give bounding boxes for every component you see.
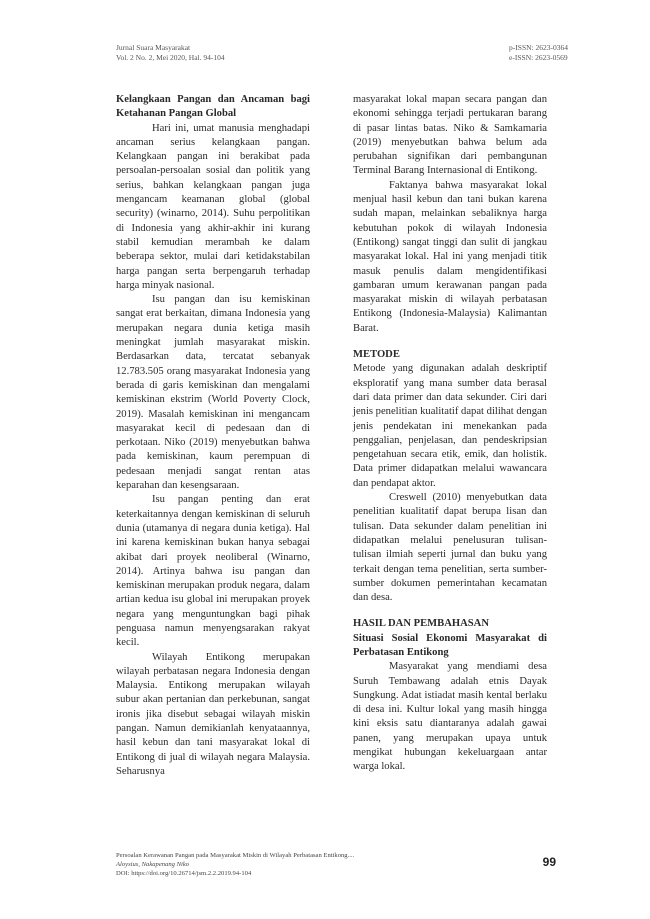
journal-volume: Vol. 2 No. 2, Mei 2020, Hal. 94-104 xyxy=(116,53,225,62)
paragraph: Wilayah Entikong merupakan wilayah perbatasan negara Indonesia dengan Malaysia. Entikong merupakan wilayah subur akan pertanian dan perkebunan, sangat ironis jika disebut sebagai wilayah miskin pangan. Namun demikianlah kenyataannya, hasil kebun dan tani masyarakat lokal di Entikong di jual di wilayah negara Malaysia. Seharusnya xyxy=(116,651,310,777)
paragraph: masyarakat lokal mapan secara pangan dan ekonomi sehingga terjadi pertukaran barang di pasar lintas batas. Niko & Samkamaria (2019) menyebutkan bahwa belum ada perubahan signifikan dari pembangunan Terminal Barang Internasional di Entikong. xyxy=(353,94,547,177)
section-heading-metode: METODE xyxy=(353,349,400,361)
journal-header-left xyxy=(116,43,225,63)
journal-name: Jurnal Suara Masyarakat xyxy=(116,43,191,52)
paragraph: Faktanya bahwa masyarakat lokal menjual hasil kebun dan tani bukan karena sudah mapan, melainkan sebaliknya harga kebutuhan pokok di wilayah Indonesia (Entikong) sangat tinggi dan sulit di jangkau masyarakat lokal. Hal ini yang menjadi titik masuk penulis dalam mengidentifikasi gambaran umum kerawanan pangan pada masyarakat miskin di wilayah perbatasan Entikong (Indonesia-Malaysia) Kalimantan Barat. xyxy=(353,179,547,334)
paragraph: Masyarakat yang mendiami desa Suruh Tembawang adalah etnis Dayak Sungkung. Adat istiadat masih kental berlaku di desa ini. Kultur lokal yang masih hingga kini eksis satu diantaranya adalah gawai panen, yang merupakan upaya untuk mengikat hubungan kekeluargaan antar warga lokal. xyxy=(353,661,547,773)
footer-article-title: Persoalan Kerawanan Pangan pada Masyarakat Miskin di Wilayah Perbatasan Entikong.... xyxy=(116,852,355,859)
eissn: e-ISSN: 2623-0569 xyxy=(509,53,568,62)
paragraph: Creswell (2010) menyebutkan data penelitian kualitatif dapat berupa lisan dan tulisan. Data sekunder dalam penelitian ini didapatkan melalui penelusuran tulisan-tulisan ilmiah seperti jurnal dan buku yang terkait dengan tema penelitian, serta sumber-sumber dokumen pemerintahan kecamatan dan desa. xyxy=(353,492,547,604)
footer-authors: Aloysius, Nakapenang Niko xyxy=(116,861,190,868)
right-column xyxy=(353,93,547,775)
footer-doi[interactable]: DOI: https://doi.org/10.26714/jsm.2.2.2019.94-104 xyxy=(116,870,252,877)
page-number: 99 xyxy=(542,855,556,869)
subsection-heading-situasi: Situasi Sosial Ekonomi Masyarakat di Perbatasan Entikong xyxy=(353,632,547,658)
paragraph: Isu pangan dan isu kemiskinan sangat erat berkaitan, dimana Indonesia yang merupakan negara dunia ketiga masih meningkat jumlah masyarakat miskin. Berdasarkan data, tercatat sebanyak 12.783.505 orang masyarakat Indonesia yang berada di garis kemiskinan dan mengalami kemiskinan ekstrim (World Poverty Clock, 2019). Masalah kemiskinan ini mengancam masyarakat kecil di pedesaan dan di perkotaan. Niko (2019) menyebutkan bahwa pada kemiskinan, kaum perempuan di pedesaan menjadi sangat rentan atas keparahan dan kesengsaraan. xyxy=(116,294,310,492)
paragraph: Isu pangan penting dan erat keterkaitannya dengan kemiskinan di seluruh dunia (utamanya di negara dunia ketiga). Hal ini karena kemiskinan bukan hanya sebagai akibat dari proyek neoliberal (Winarno, 2014). Artinya bahwa isu pangan dan kemiskinan merupakan produk negara, dalam artian kedua isu global ini merupakan proyek negara yang menguntungkan bagi pihak penguasa namun menyengsarakan rakyat kecil. xyxy=(116,494,310,649)
page-footer xyxy=(116,851,556,878)
left-column xyxy=(116,93,310,779)
section-heading-hasil: HASIL DAN PEMBAHASAN xyxy=(353,618,489,630)
section-heading-kelangkaan: Kelangkaan Pangan dan Ancaman bagi Ketahanan Pangan Global xyxy=(116,94,310,120)
paragraph: Metode yang digunakan adalah deskriptif eksploratif yang mana sumber data berasal dari data primer dan data sekunder. Ciri dari jenis penelitian kualitatif dapat dilihat dengan jenis pendekatan ini menekankan pada penggalian, penjelasan, dan pendeskripsian pengetahuan secara etik, emik, dan holistik. Data primer didapatkan melalui wawancara dan pendapat aktor. xyxy=(353,363,547,489)
paragraph: Hari ini, umat manusia menghadapi ancaman serius kelangkaan pangan. Kelangkaan pangan ini berakibat pada persoalan-persoalan sosial dan politik yang serius, bahkan kelangkaan pangan juga mengancam keamanan global (global security) (winarno, 2014). Suhu perpolitikan di Indonesia yang akhir-akhir ini kurang stabil kemudian merambah ke dalam beberapa sektor, mulai dari ketidakstabilan harga pangan serta berpengaruh terhadap harga minyak nasional. xyxy=(116,122,310,291)
journal-header-right xyxy=(509,43,568,63)
pissn: p-ISSN: 2623-0364 xyxy=(509,43,568,52)
